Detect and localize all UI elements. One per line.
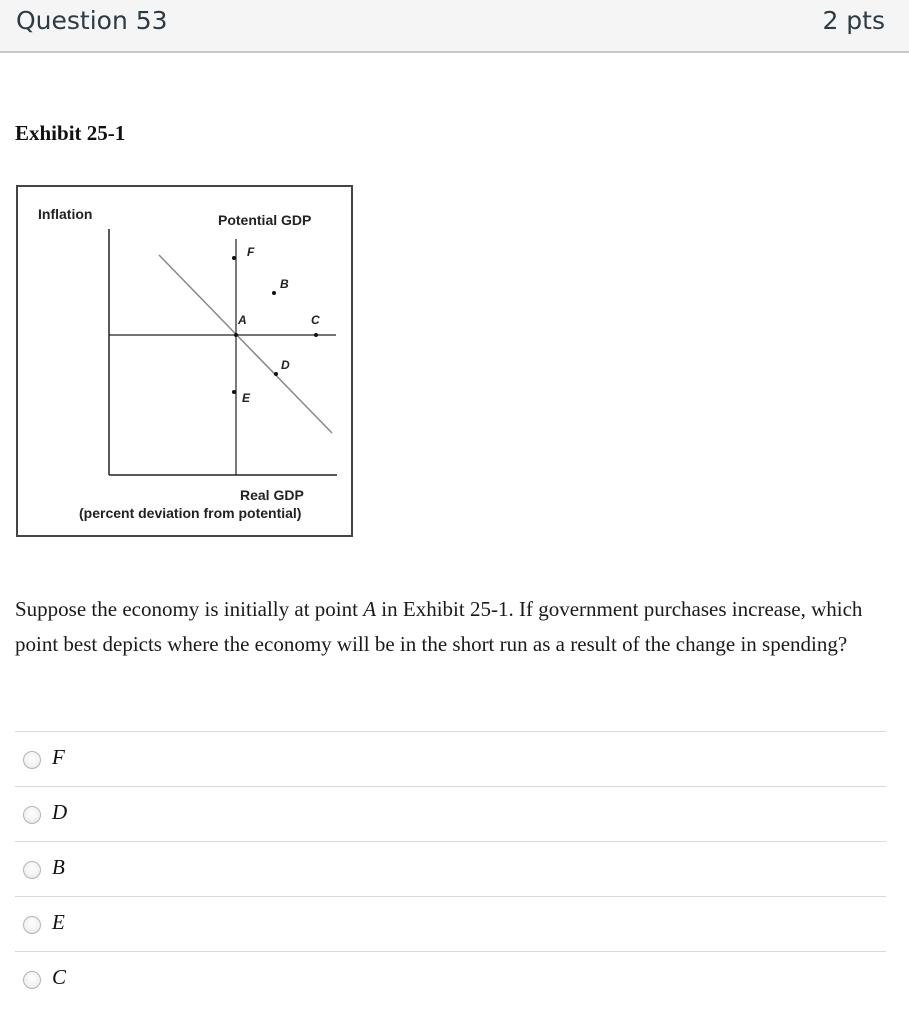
answer-label: B (52, 855, 65, 879)
x-axis-label-line2: (percent deviation from potential) (79, 505, 302, 521)
point-f-label: F (247, 245, 255, 259)
point-e-label: E (242, 391, 251, 405)
answer-label: E (52, 910, 65, 934)
x-axis-label-line1: Real GDP (240, 487, 304, 503)
exhibit-diagram (18, 187, 351, 535)
point-d-dot (274, 372, 278, 376)
radio-button[interactable] (23, 751, 41, 769)
point-b-dot (272, 291, 276, 295)
point-a-label: A (238, 313, 247, 327)
question-header (0, 0, 909, 53)
point-f-dot (232, 256, 236, 260)
question-points: 2 pts (822, 6, 885, 35)
answer-label: F (52, 745, 65, 769)
question-prompt (15, 592, 885, 662)
point-c-dot (314, 333, 318, 337)
answer-label: D (52, 800, 68, 824)
radio-button[interactable] (23, 806, 41, 824)
answer-option[interactable] (15, 951, 886, 1006)
prompt-point-a: A (363, 597, 377, 621)
point-a-dot (234, 333, 238, 337)
prompt-text-end: in Exhibit 25-1. If government purchases increase, which point best depicts where the economy will be in the short run as a result of the change in spending? (15, 597, 863, 656)
exhibit-title: Exhibit 25-1 (15, 121, 126, 145)
y-axis-label: Inflation (38, 206, 93, 222)
answer-list (15, 731, 886, 1006)
answer-option[interactable] (15, 896, 886, 951)
answer-option[interactable] (15, 731, 886, 786)
point-c-label: C (311, 313, 320, 327)
exhibit-figure (16, 185, 353, 537)
answer-option[interactable] (15, 841, 886, 896)
point-e-dot (232, 390, 236, 394)
question-title: Question 53 (16, 6, 168, 35)
point-b-label: B (280, 277, 289, 291)
radio-button[interactable] (23, 916, 41, 934)
radio-button[interactable] (23, 861, 41, 879)
radio-button[interactable] (23, 971, 41, 989)
answer-label: C (52, 965, 67, 989)
point-d-label: D (281, 358, 290, 372)
demand-curve (159, 255, 332, 433)
potential-gdp-label: Potential GDP (218, 212, 312, 228)
prompt-text-start: Suppose the economy is initially at point (15, 597, 364, 621)
answer-option[interactable] (15, 786, 886, 841)
